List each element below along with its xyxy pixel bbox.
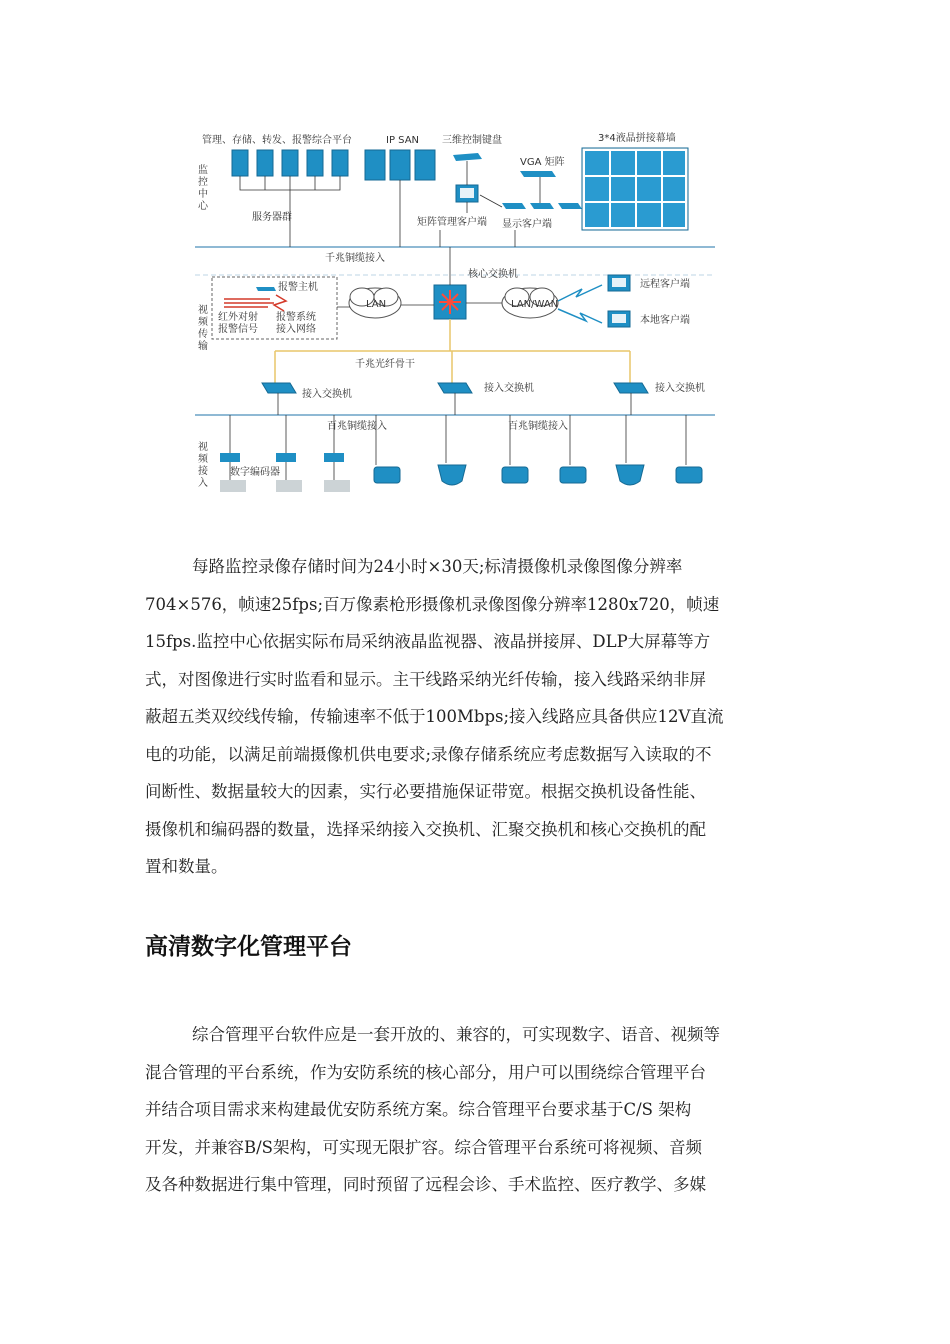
access-switch-2-label: 接入交换机 <box>484 383 534 394</box>
section-heading: 高清数字化管理平台 <box>145 934 352 960</box>
display-client-3 <box>558 203 582 209</box>
wireless-link-icon <box>558 285 602 323</box>
matrix-client-screen <box>460 188 474 198</box>
paragraph-line: 综合管理平台软件应是一套开放的、兼容的，可实现数字、语音、视频等 <box>192 1025 720 1044</box>
keyboard-label: 三维控制键盘 <box>442 135 502 146</box>
ip-san-label: IP SAN <box>386 135 420 146</box>
zone-access-label: 视频接入 <box>198 442 208 489</box>
camera-1 <box>374 467 400 483</box>
server-2 <box>257 150 273 176</box>
server-4 <box>307 150 323 176</box>
paragraph-line: 及各种数据进行集中管理，同时预留了远程会诊、手术监控、医疗教学、多媒 <box>145 1175 706 1194</box>
fiber-backbone-label: 千兆光纤骨干 <box>355 359 415 370</box>
alarm-host-label: 报警主机 <box>278 282 318 293</box>
lan-label: LAN <box>366 299 387 310</box>
camera-4 <box>560 467 586 483</box>
ip-san-storage <box>365 150 435 247</box>
core-switch-label: 核心交换机 <box>468 269 518 280</box>
ir-alarm-label: 红外对射报警信号 <box>218 312 258 335</box>
alarm-net-label: 报警系统接入网络 <box>276 312 316 335</box>
server-group-label: 服务器群 <box>252 212 292 223</box>
video-wall-label: 3*4液晶拼接幕墙 <box>598 133 676 144</box>
server-group <box>232 150 348 247</box>
topology-svg <box>190 125 720 500</box>
paragraph-line: 每路监控录像存储时间为24小时×30天;标清摄像机录像图像分辨率 <box>192 557 683 576</box>
vga-matrix-label: VGA 矩阵 <box>520 157 565 168</box>
display-client-label: 显示客户端 <box>502 219 552 230</box>
fast-copper-label-1: 百兆铜缆接入 <box>327 421 387 432</box>
display-client-1 <box>502 203 526 209</box>
server-5 <box>332 150 348 176</box>
zone-transport-label: 视频传输 <box>198 305 208 352</box>
paragraph-line: 704×576，帧速25fps;百万像素枪形摄像机录像图像分辨率1280x720，帧速 <box>145 594 720 614</box>
paragraph-line: 式，对图像进行实时监看和显示。主干线路采纳光纤传输，接入线路采纳非屏 <box>145 669 706 689</box>
body-paragraph-1 <box>145 548 805 886</box>
camera-3 <box>502 467 528 483</box>
paragraph-line: 15fps.监控中心依据实际布局采纳液晶监视器、液晶拼接屏、DLP大屏幕等方 <box>145 632 711 651</box>
keyboard-icon <box>453 153 482 161</box>
paragraph-line: 摄像机和编码器的数量，选择采纳接入交换机、汇聚交换机和核心交换机的配 <box>145 819 706 839</box>
fast-copper-label-2: 百兆铜缆接入 <box>508 421 568 432</box>
camera-5 <box>616 465 644 485</box>
camera-2 <box>438 465 466 485</box>
alarm-lightning-icon <box>274 295 286 311</box>
alarm-host-device <box>256 287 276 291</box>
body-paragraph-2 <box>145 1016 805 1204</box>
video-wall <box>582 148 688 230</box>
matrix-client-label: 矩阵管理客户端 <box>417 217 487 228</box>
gigabit-copper-label: 千兆铜缆接入 <box>325 253 385 264</box>
access-switch-3 <box>614 383 648 393</box>
local-client-label: 本地客户端 <box>640 315 690 326</box>
access-switch-1 <box>262 383 296 393</box>
zone-center-label: 监控中心 <box>198 165 208 212</box>
vga-matrix-device <box>520 171 556 177</box>
access-switch-3-label: 接入交换机 <box>655 383 705 394</box>
fiber-backbone <box>275 351 630 383</box>
network-topology-diagram <box>190 125 720 500</box>
ir-alarm-lines <box>224 299 274 307</box>
paragraph-line: 电的功能，以满足前端摄像机供电要求;录像存储系统应考虑数据写入读取的不 <box>145 744 712 764</box>
server-3 <box>282 150 298 176</box>
paragraph-line: 开发，并兼容B/S架构，可实现无限扩容。综合管理平台系统可将视频、音频 <box>145 1137 702 1157</box>
display-client-2 <box>530 203 554 209</box>
server-platform-label: 管理、存储、转发、报警综合平台 <box>202 135 352 146</box>
core-switch <box>434 285 466 319</box>
paragraph-line: 间断性、数据量较大的因素，实行必要措施保证带宽。根据交换机设备性能、 <box>145 782 706 801</box>
camera-6 <box>676 467 702 483</box>
access-switch-2 <box>438 383 472 393</box>
lan-wan-label: LAN/WAN <box>511 299 559 310</box>
paragraph-line: 并结合项目需求来构建最优安防系统方案。综合管理平台要求基于C/S 架构 <box>145 1100 692 1119</box>
remote-client-label: 远程客户端 <box>640 279 690 290</box>
server-1 <box>232 150 248 176</box>
paragraph-line: 置和数量。 <box>145 857 228 876</box>
encoder-label: 数字编码器 <box>230 467 280 478</box>
access-switch-1-label: 接入交换机 <box>302 389 352 400</box>
paragraph-line: 蔽超五类双绞线传输，传输速率不低于100Mbps;接入线路应具备供应12V直流 <box>145 707 724 726</box>
paragraph-line: 混合管理的平台系统，作为安防系统的核心部分，用户可以围绕综合管理平台 <box>145 1062 706 1082</box>
